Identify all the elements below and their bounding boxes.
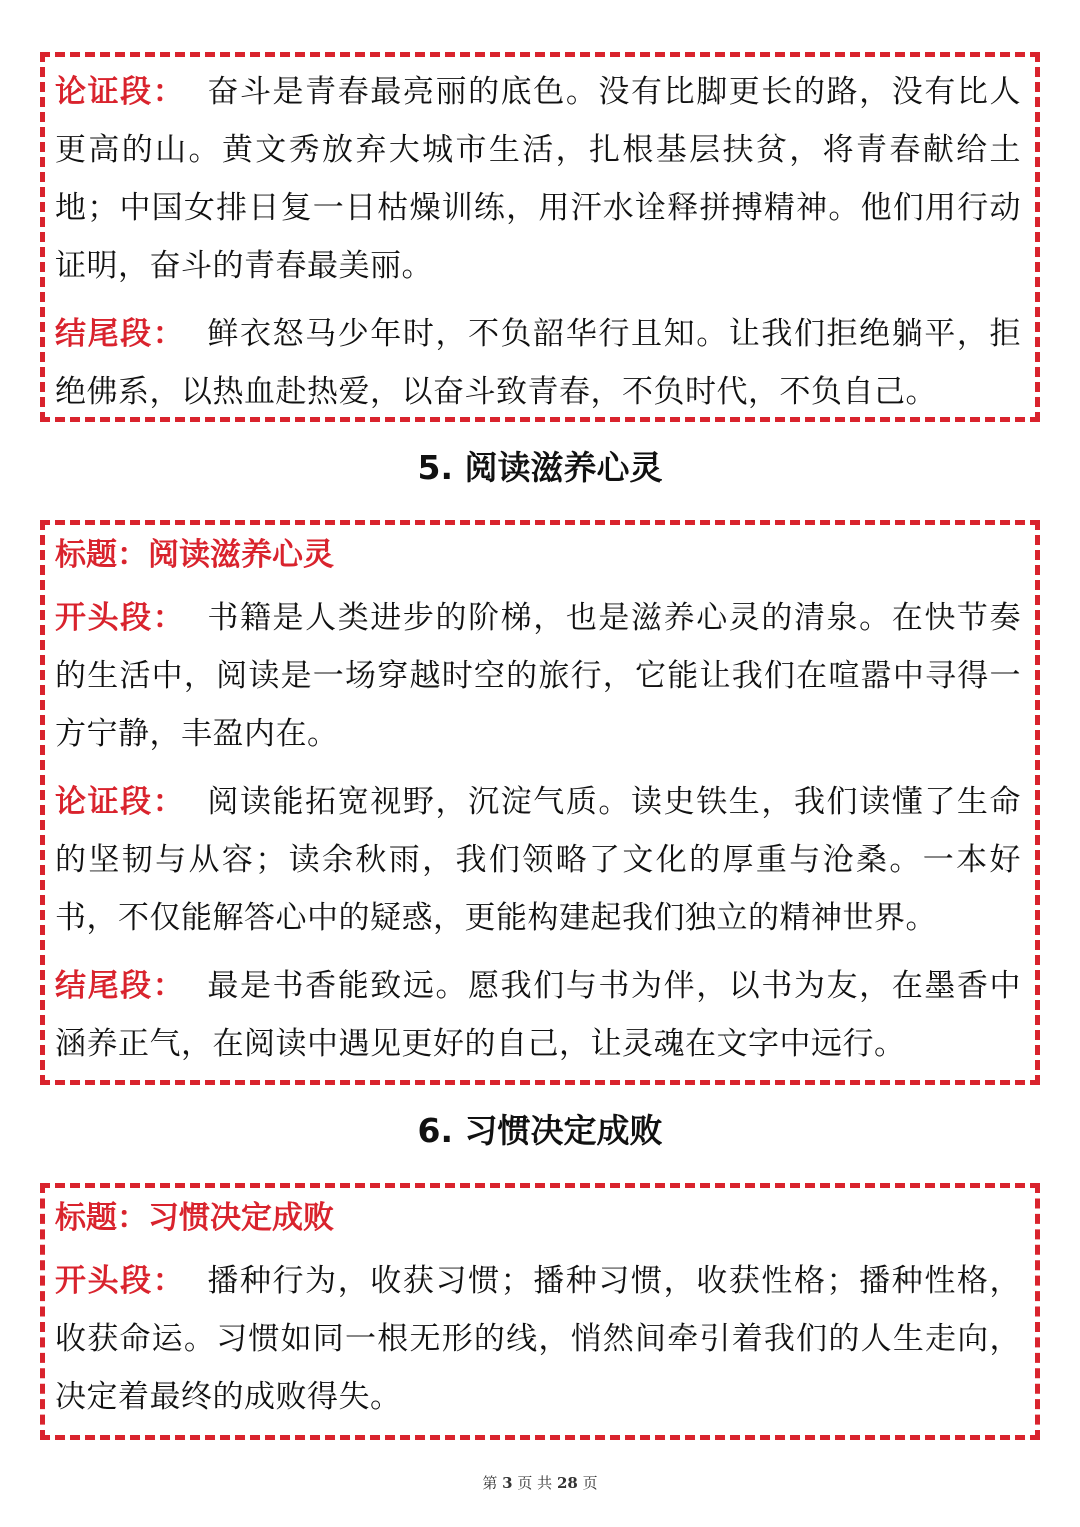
footer-prefix: 第 [482,1474,498,1492]
essay-box-5 [40,520,1040,1085]
essay-box-6 [40,1183,1040,1440]
page-number-footer [0,1472,1080,1493]
opening-label: 开头段： [55,600,186,636]
opening-label: 开头段： [55,1263,186,1299]
argument-paragraph [55,773,1021,947]
argument-label: 论证段： [55,784,186,820]
footer-suffix: 页 [582,1474,598,1492]
essay-box-4-continued [40,52,1040,422]
total-page-number: 28 [556,1474,578,1492]
argument-paragraph [55,63,1021,295]
opening-paragraph [55,589,1021,763]
argument-text: 奋斗是青春最亮丽的底色。没有比脚更长的路，没有比人更高的山。黄文秀放弃大城市生活，扎根基层扶贫，将青春献给土地；中国女排日复一日枯燥训练，用汗水诠释拼搏精神。他们用行动证明，奋斗的青春最美丽。 [55,74,1021,284]
essay-title: 标题：阅读滋养心灵 [55,537,334,573]
argument-label: 论证段： [55,74,186,110]
argument-text: 阅读能拓宽视野，沉淀气质。读史铁生，我们读懂了生命的坚韧与从容；读余秋雨，我们领略了文化的厚重与沧桑。一本好书，不仅能解答心中的疑惑，更能构建起我们独立的精神世界。 [55,784,1021,936]
section-6-heading: 6. 习惯决定成败 [417,1111,663,1150]
opening-text: 书籍是人类进步的阶梯，也是滋养心灵的清泉。在快节奏的生活中，阅读是一场穿越时空的旅行，它能让我们在喧嚣中寻得一方宁静，丰盈内在。 [55,600,1021,752]
ending-paragraph [55,957,1021,1073]
opening-paragraph [55,1252,1021,1426]
ending-text: 鲜衣怒马少年时，不负韶华行且知。让我们拒绝躺平，拒绝佛系，以热血赴热爱，以奋斗致青春，不负时代，不负自己。 [55,316,1021,410]
current-page-number: 3 [502,1474,513,1492]
opening-text: 播种行为，收获习惯；播种习惯，收获性格；播种性格，收获命运。习惯如同一根无形的线，悄然间牵引着我们的人生走向，决定着最终的成败得失。 [55,1263,1021,1415]
footer-middle: 页 共 [517,1474,553,1492]
ending-text: 最是书香能致远。愿我们与书为伴，以书为友，在墨香中涵养正气，在阅读中遇见更好的自己，让灵魂在文字中远行。 [55,968,1021,1062]
essay-title: 标题：习惯决定成败 [55,1200,334,1236]
ending-paragraph [55,305,1021,421]
section-5-heading: 5. 阅读滋养心灵 [417,448,663,487]
ending-label: 结尾段： [55,316,186,352]
ending-label: 结尾段： [55,968,186,1004]
